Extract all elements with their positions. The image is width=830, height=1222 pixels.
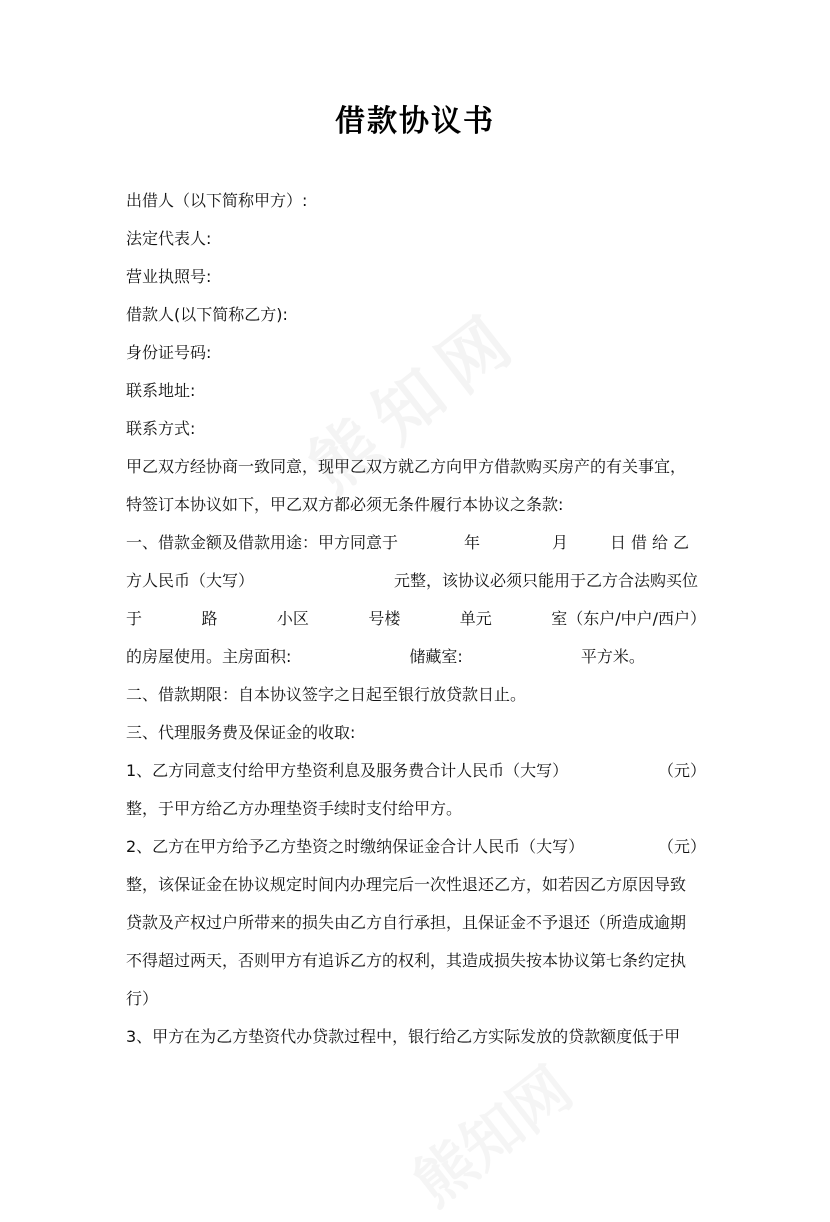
clause3-item2-line5: 行） (126, 989, 159, 1008)
id-number-field: 身份证号码: (126, 343, 212, 362)
clause1-text: 日借给乙 (610, 533, 695, 552)
intro-line: 特签订本协议如下，甲乙双方都必须无条件履行本协议之条款: (126, 495, 564, 514)
clause1-text: 小区 (276, 609, 309, 628)
clause1-text: 年 (464, 533, 481, 552)
clause3-item2-line4: 不得超过两天，否则甲方有追诉乙方的权利，其造成损失按本协议第七条约定执 (126, 951, 687, 970)
clause1-text: 储藏室: (409, 647, 463, 666)
clause1-text: 室（东户/中户/西户） (551, 609, 706, 628)
clause1-line4 (126, 646, 706, 668)
clause1-text: 元整，该协议必须只能用于乙方合法购买位 (394, 571, 699, 590)
clause1-line3 (126, 608, 706, 630)
clause3-text: 2、乙方在甲方给予乙方垫资之时缴纳保证金合计人民币（大写） (126, 837, 585, 856)
watermark (393, 1044, 588, 1222)
clause3-heading: 三、代理服务费及保证金的收取: (126, 723, 356, 742)
clause3-text: （元） (657, 761, 706, 780)
contact-field: 联系方式: (126, 419, 196, 438)
address-field: 联系地址: (126, 381, 196, 400)
clause3-text: 1、乙方同意支付给甲方垫资利息及服务费合计人民币（大写） (126, 761, 569, 780)
borrower-field: 借款人(以下简称乙方): (126, 305, 288, 324)
clause3-text: （元） (657, 837, 706, 856)
clause2: 二、借款期限：自本协议签字之日起至银行放贷款日止。 (126, 685, 527, 704)
clause3-item2-line2: 整，该保证金在协议规定时间内办理完后一次性退还乙方，如若因乙方原因导致 (126, 875, 687, 894)
clause3-item2-line3: 贷款及产权过户所带来的损失由乙方自行承担，且保证金不予退还（所造成逾期 (126, 913, 687, 932)
document-title: 借款协议书 (335, 104, 495, 139)
clause3-item3: 3、甲方在为乙方垫资代办贷款过程中，银行给乙方实际发放的贷款额度低于甲 (126, 1027, 681, 1046)
clause3-item1-line2: 整，于甲方给乙方办理垫资手续时支付给甲方。 (126, 799, 463, 818)
clause3-item2-line1 (126, 836, 706, 858)
clause1-text: 平方米。 (580, 647, 645, 666)
clause1-text: 的房屋使用。主房面积: (126, 647, 292, 666)
clause1-line1 (126, 532, 706, 554)
clause1-text: 单元 (459, 609, 492, 628)
clause1-text: 月 (552, 533, 569, 552)
clause1-line2 (126, 570, 706, 592)
clause3-item1-line1 (126, 760, 706, 782)
clause1-text: 一、借款金额及借款用途：甲方同意于 (126, 533, 399, 552)
clause1-text: 号楼 (368, 609, 401, 628)
legal-rep-field: 法定代表人: (126, 229, 212, 248)
license-field: 营业执照号: (126, 267, 212, 286)
clause1-text: 于 (126, 609, 143, 628)
lender-field: 出借人（以下简称甲方）: (126, 191, 308, 210)
clause1-text: 方人民币（大写） (126, 571, 255, 590)
clause1-text: 路 (201, 609, 218, 628)
intro-line: 甲乙双方经协商一致同意，现甲乙双方就乙方向甲方借款购买房产的有关事宜， (126, 457, 687, 476)
